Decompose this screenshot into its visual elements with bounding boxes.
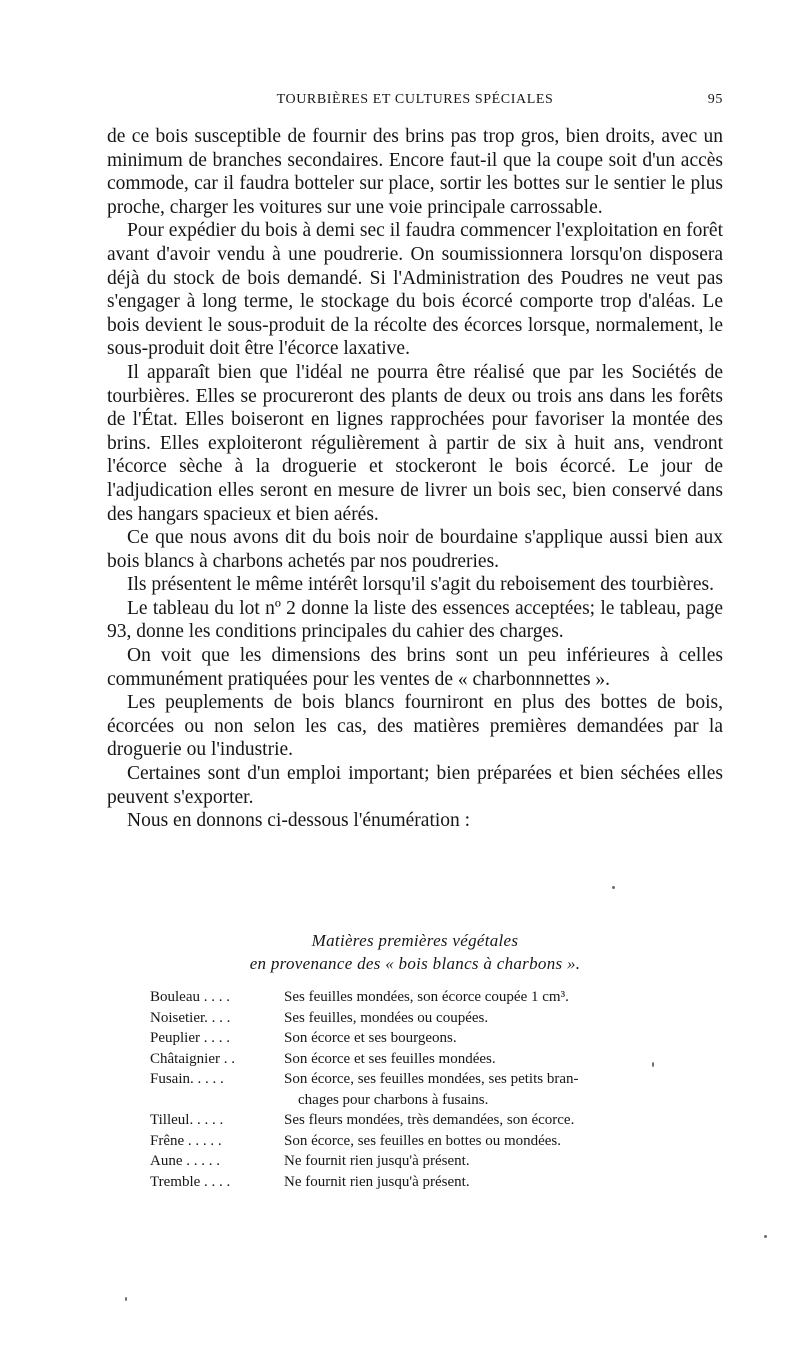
list-item: [150, 1110, 690, 1131]
paragraph: Nous en donnons ci-dessous l'énumération :: [127, 810, 471, 832]
print-speck: [612, 886, 615, 889]
tree-name: Bouleau . . . .: [150, 989, 230, 1005]
body-text: [107, 125, 723, 833]
tree-name: Frêne . . . . .: [150, 1132, 222, 1149]
material-description: Ses feuilles, mondées ou coupées.: [284, 1009, 489, 1026]
tree-name: Aune . . . . .: [150, 1153, 220, 1169]
print-speck: [764, 1235, 767, 1238]
material-description: Ses fleurs mondées, très demandées, son écorce.: [284, 1112, 575, 1128]
list-item: [150, 1151, 690, 1172]
list-item: [150, 1069, 690, 1110]
paragraph: Les peuplements de bois blancs fourniront en plus des bottes de bois, écorcées ou non selon les cas, des matières premières demandées par la droguerie ou l'industrie.: [107, 692, 723, 761]
print-speck: [125, 1297, 127, 1301]
list-item: [150, 987, 690, 1008]
page-number: 95: [707, 92, 723, 107]
tree-name: Fusain. . . . .: [150, 1071, 224, 1087]
list-item: [150, 1131, 690, 1152]
running-title: TOURBIÈRES ET CULTURES SPÉCIALES: [276, 92, 554, 107]
paragraph: Ce que nous avons dit du bois noir de bourdaine s'applique aussi bien aux bois blancs à charbons achetés par nos poudreries.: [107, 527, 723, 572]
material-description: Son écorce et ses bourgeons.: [284, 1030, 457, 1046]
paragraph: Le tableau du lot nº 2 donne la liste des essences acceptées; le tableau, page 93, donne les conditions principales du cahier des charges.: [107, 597, 723, 643]
material-description-continuation: chages pour charbons à fusains.: [298, 1091, 489, 1108]
material-description: Ne fournit rien jusqu'à présent.: [284, 1173, 470, 1190]
materials-heading: [107, 929, 723, 975]
tree-name: Châtaignier . .: [150, 1050, 235, 1067]
tree-name: Tremble . . . .: [150, 1173, 231, 1190]
paragraph: Il apparaît bien que l'idéal ne pourra être réalisé que par les Sociétés de tourbières. Elles se procureront des plants de deux ou trois ans dans les forêts de l'État. Elles boiseront en lignes rapprochées pour favoriser la montée des brins. Elles exploiteront régulièrement à partir de six à huit ans, vendront l'écorce sèche à la droguerie et stockeront le bois écorcé. Le jour de l'adjudication elles seront en mesure de livrer un bois sec, bien conservé dans des hangars spacieux et bien aérés.: [107, 361, 723, 525]
print-speck: [652, 1062, 654, 1067]
materials-heading-line-1: Matières premières végétales: [311, 931, 519, 950]
material-description-block: [284, 1069, 690, 1110]
paragraph: Ils présentent le même intérêt lorsqu'il s'agit du reboisement des tourbières.: [127, 574, 714, 596]
list-item: [150, 1172, 690, 1193]
materials-list: [150, 987, 690, 1192]
running-header: [107, 92, 723, 114]
list-item: [150, 1049, 690, 1070]
material-description: Ne fournit rien jusqu'à présent.: [284, 1153, 470, 1169]
material-description: Son écorce, ses feuilles mondées, ses petits bran-: [284, 1071, 579, 1087]
tree-name: Noisetier. . . .: [150, 1009, 231, 1026]
tree-name: Tilleul. . . . .: [150, 1112, 224, 1128]
paragraph: On voit que les dimensions des brins sont un peu inférieures à celles communément pratiquées pour les ventes de « charbonnnettes ».: [107, 645, 723, 690]
tree-name: Peuplier . . . .: [150, 1030, 230, 1046]
materials-heading-line-2: en provenance des « bois blancs à charbons ».: [249, 954, 581, 973]
list-item: [150, 1008, 690, 1029]
paragraph: Pour expédier du bois à demi sec il faudra commencer l'exploitation en forêt avant d'avoir vendu à une poudrerie. On soumissionnera lorsqu'on disposera déjà du stock de bois demandé. Si l'Administration des Poudres ne veut pas s'engager à long terme, le stockage du bois écorcé comporte trop d'aléas. Le bois devient le sous-produit de la récolte des écorces lorsque, normalement, le sous-produit doit être l'écorce laxative.: [107, 220, 723, 360]
material-description: Son écorce et ses feuilles mondées.: [284, 1050, 496, 1067]
material-description: Son écorce, ses feuilles en bottes ou mondées.: [284, 1132, 562, 1149]
paragraph: Certaines sont d'un emploi important; bien préparées et bien séchées elles peuvent s'exporter.: [107, 763, 723, 808]
material-description: Ses feuilles mondées, son écorce coupée 1 cm³.: [284, 989, 569, 1005]
list-item: [150, 1028, 690, 1049]
paragraph: de ce bois susceptible de fournir des brins pas trop gros, bien droits, avec un minimum de branches secondaires. Encore faut-il que la coupe soit d'un accès commode, car il faudra botteler sur place, sortir les bottes sur le sentier le plus proche, charger les voitures sur une voie principale carrossable.: [107, 126, 723, 218]
